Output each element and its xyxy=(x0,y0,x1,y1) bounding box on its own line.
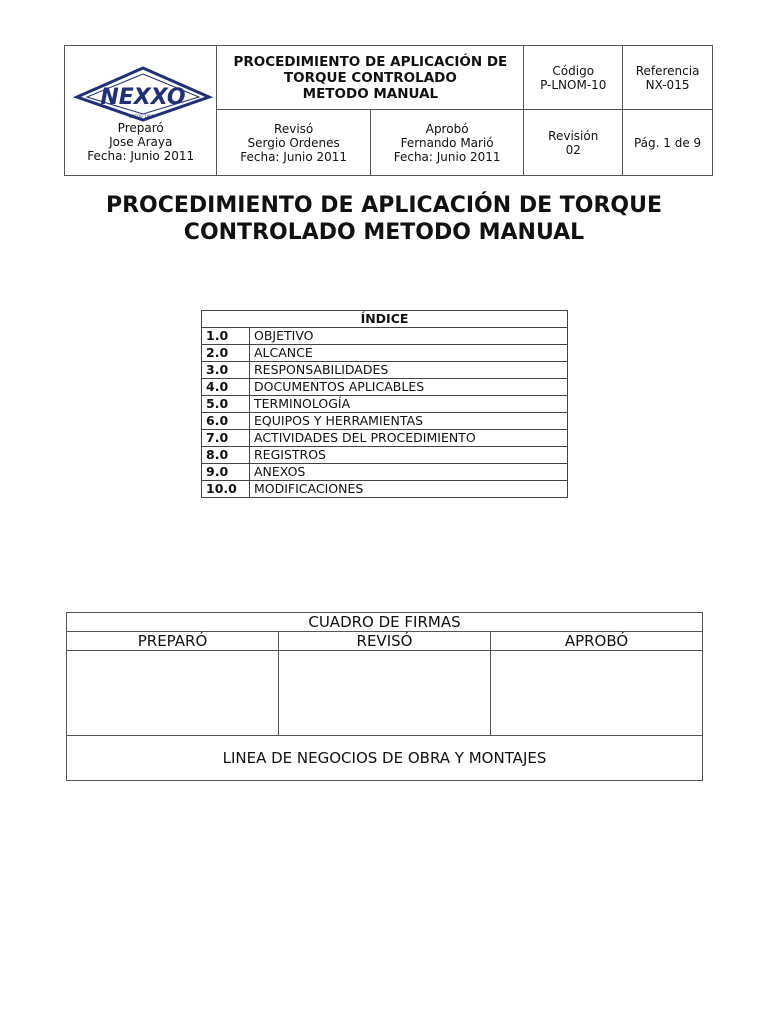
index-number: 2.0 xyxy=(202,345,250,362)
main-title-line-2: CONTROLADO METODO MANUAL xyxy=(183,220,585,245)
index-number: 4.0 xyxy=(202,379,250,396)
index-number: 8.0 xyxy=(202,447,250,464)
index-label: EQUIPOS Y HERRAMIENTAS xyxy=(250,413,568,430)
index-number: 1.0 xyxy=(202,328,250,345)
referencia-label: Referencia xyxy=(635,63,700,78)
reviso-cell xyxy=(217,110,370,176)
index-heading: ÍNDICE xyxy=(202,311,568,328)
revision-cell xyxy=(524,110,623,176)
page-number-cell xyxy=(623,110,713,176)
index-number: 6.0 xyxy=(202,413,250,430)
aprobo-name: Fernando Marió xyxy=(400,135,494,150)
signature-box-preparo xyxy=(67,651,279,736)
index-label: TERMINOLOGÍA xyxy=(250,396,568,413)
header-title-line-3: METODO MANUAL xyxy=(302,85,439,102)
index-label: OBJETIVO xyxy=(250,328,568,345)
codigo-value: P-LNOM-10 xyxy=(540,77,607,92)
index-table xyxy=(201,310,568,498)
index-row xyxy=(202,481,568,498)
preparo-cell xyxy=(65,110,217,176)
signature-box-aprobo xyxy=(491,651,703,736)
index-row xyxy=(202,447,568,464)
signatures-table xyxy=(66,612,703,781)
index-row xyxy=(202,379,568,396)
index-label: RESPONSABILIDADES xyxy=(250,362,568,379)
index-label: REGISTROS xyxy=(250,447,568,464)
index-row xyxy=(202,464,568,481)
logo-subtext: DESDE 1985 xyxy=(129,114,155,119)
reviso-date: Fecha: Junio 2011 xyxy=(240,149,348,164)
revision-label: Revisión xyxy=(548,128,599,143)
codigo-label: Código xyxy=(552,63,595,78)
index-row xyxy=(202,396,568,413)
index-label: ALCANCE xyxy=(250,345,568,362)
aprobo-label: Aprobó xyxy=(425,121,469,136)
main-title xyxy=(64,192,704,246)
main-title-line-1: PROCEDIMIENTO DE APLICACIÓN DE TORQUE xyxy=(105,193,663,218)
logo-cell xyxy=(65,46,217,119)
header-title-line-2: TORQUE CONTROLADO xyxy=(283,69,457,86)
index-number: 7.0 xyxy=(202,430,250,447)
signatures-title: CUADRO DE FIRMAS xyxy=(67,613,703,632)
aprobo-date: Fecha: Junio 2011 xyxy=(393,149,501,164)
header-title-line-1: PROCEDIMIENTO DE APLICACIÓN DE xyxy=(233,53,508,70)
revision-value: 02 xyxy=(565,142,581,157)
preparo-label: Preparó xyxy=(117,121,164,136)
business-line-footer: LINEA DE NEGOCIOS DE OBRA Y MONTAJES xyxy=(67,736,703,781)
index-row xyxy=(202,362,568,379)
index-label: ACTIVIDADES DEL PROCEDIMIENTO xyxy=(250,430,568,447)
index-number: 3.0 xyxy=(202,362,250,379)
index-label: ANEXOS xyxy=(250,464,568,481)
index-number: 10.0 xyxy=(202,481,250,498)
index-label: DOCUMENTOS APLICABLES xyxy=(250,379,568,396)
index-row xyxy=(202,345,568,362)
signature-box-reviso xyxy=(279,651,491,736)
signature-column-reviso: REVISÓ xyxy=(279,632,491,651)
index-row xyxy=(202,328,568,345)
signature-column-preparo: PREPARÓ xyxy=(67,632,279,651)
logo-text: NEXXO xyxy=(100,85,186,110)
index-number: 9.0 xyxy=(202,464,250,481)
reviso-label: Revisó xyxy=(274,121,314,136)
codigo-cell xyxy=(524,46,623,110)
reviso-name: Sergio Ordenes xyxy=(247,135,340,150)
aprobo-cell xyxy=(370,110,524,176)
preparo-date: Fecha: Junio 2011 xyxy=(87,149,195,164)
signature-column-aprobo: APROBÓ xyxy=(491,632,703,651)
page-number: Pág. 1 de 9 xyxy=(633,135,702,150)
header-title xyxy=(217,46,524,110)
index-label: MODIFICACIONES xyxy=(250,481,568,498)
index-number: 5.0 xyxy=(202,396,250,413)
index-row xyxy=(202,413,568,430)
referencia-value: NX-015 xyxy=(645,77,690,92)
referencia-cell xyxy=(623,46,713,110)
document-header xyxy=(64,45,713,176)
index-row xyxy=(202,430,568,447)
preparo-name: Jose Araya xyxy=(109,135,173,150)
